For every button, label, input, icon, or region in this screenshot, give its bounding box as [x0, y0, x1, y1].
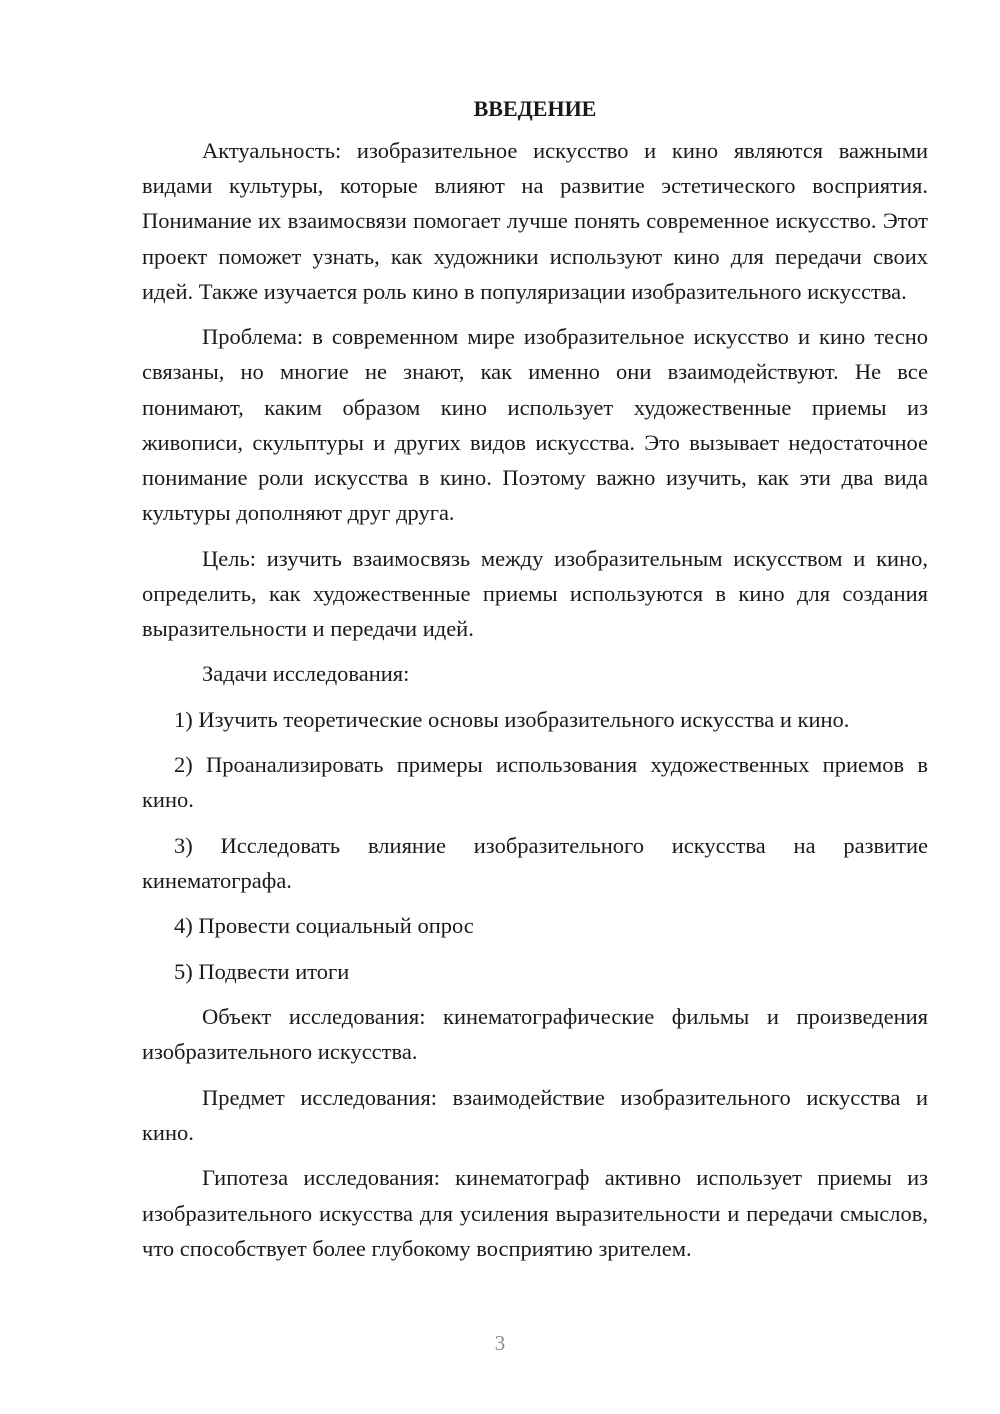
task-item: 4) Провести социальный опрос: [174, 913, 474, 939]
section-heading: ВВЕДЕНИЕ: [473, 96, 597, 121]
task-item: 1) Изучить теоретические основы изобразительного искусства и кино.: [174, 706, 850, 732]
task-item: 3) Исследовать влияние изобразительного искусства на развитие кинематографа.: [142, 832, 928, 893]
problem-paragraph: Проблема: в современном мире изобразительное искусство и кино тесно связаны, но многие не знают, как именно они взаимодействуют. Не все понимают, каким образом кино использует художественные приемы из живописи, скульптуры и других видов искусства. Это вызывает недостаточное понимание роли искусства в кино. Поэтому важно изучить, как эти два вида культуры дополняют друг друга.: [142, 324, 928, 526]
page-number: 3: [494, 1331, 506, 1355]
goal-paragraph: Цель: изучить взаимосвязь между изобразительным искусством и кино, определить, как художественные приемы используются в кино для создания выразительности и передачи идей.: [142, 545, 928, 642]
task-item: 2) Проанализировать примеры использования художественных приемов в кино.: [142, 752, 928, 813]
tasks-heading: Задачи исследования:: [202, 661, 410, 687]
document-page: [142, 92, 928, 1266]
object-paragraph: Объект исследования: кинематографические фильмы и произведения изобразительного искусства.: [142, 1004, 928, 1065]
hypothesis-paragraph: Гипотеза исследования: кинематограф активно использует приемы из изобразительного искусства для усиления выразительности и передачи смыслов, что способствует более глубокому восприятию зрителем.: [142, 1165, 928, 1261]
subject-paragraph: Предмет исследования: взаимодействие изобразительного искусства и кино.: [142, 1084, 928, 1145]
task-item: 5) Подвести итоги: [174, 958, 350, 984]
relevance-paragraph: Актуальность: изобразительное искусство и кино являются важными видами культуры, которые влияют на развитие эстетического восприятия. Понимание их взаимосвязи помогает лучше понять современное искусство. Этот проект поможет узнать, как художники используют кино для передачи своих идей. Также изучается роль кино в популяризации изобразительного искусства.: [142, 138, 928, 304]
